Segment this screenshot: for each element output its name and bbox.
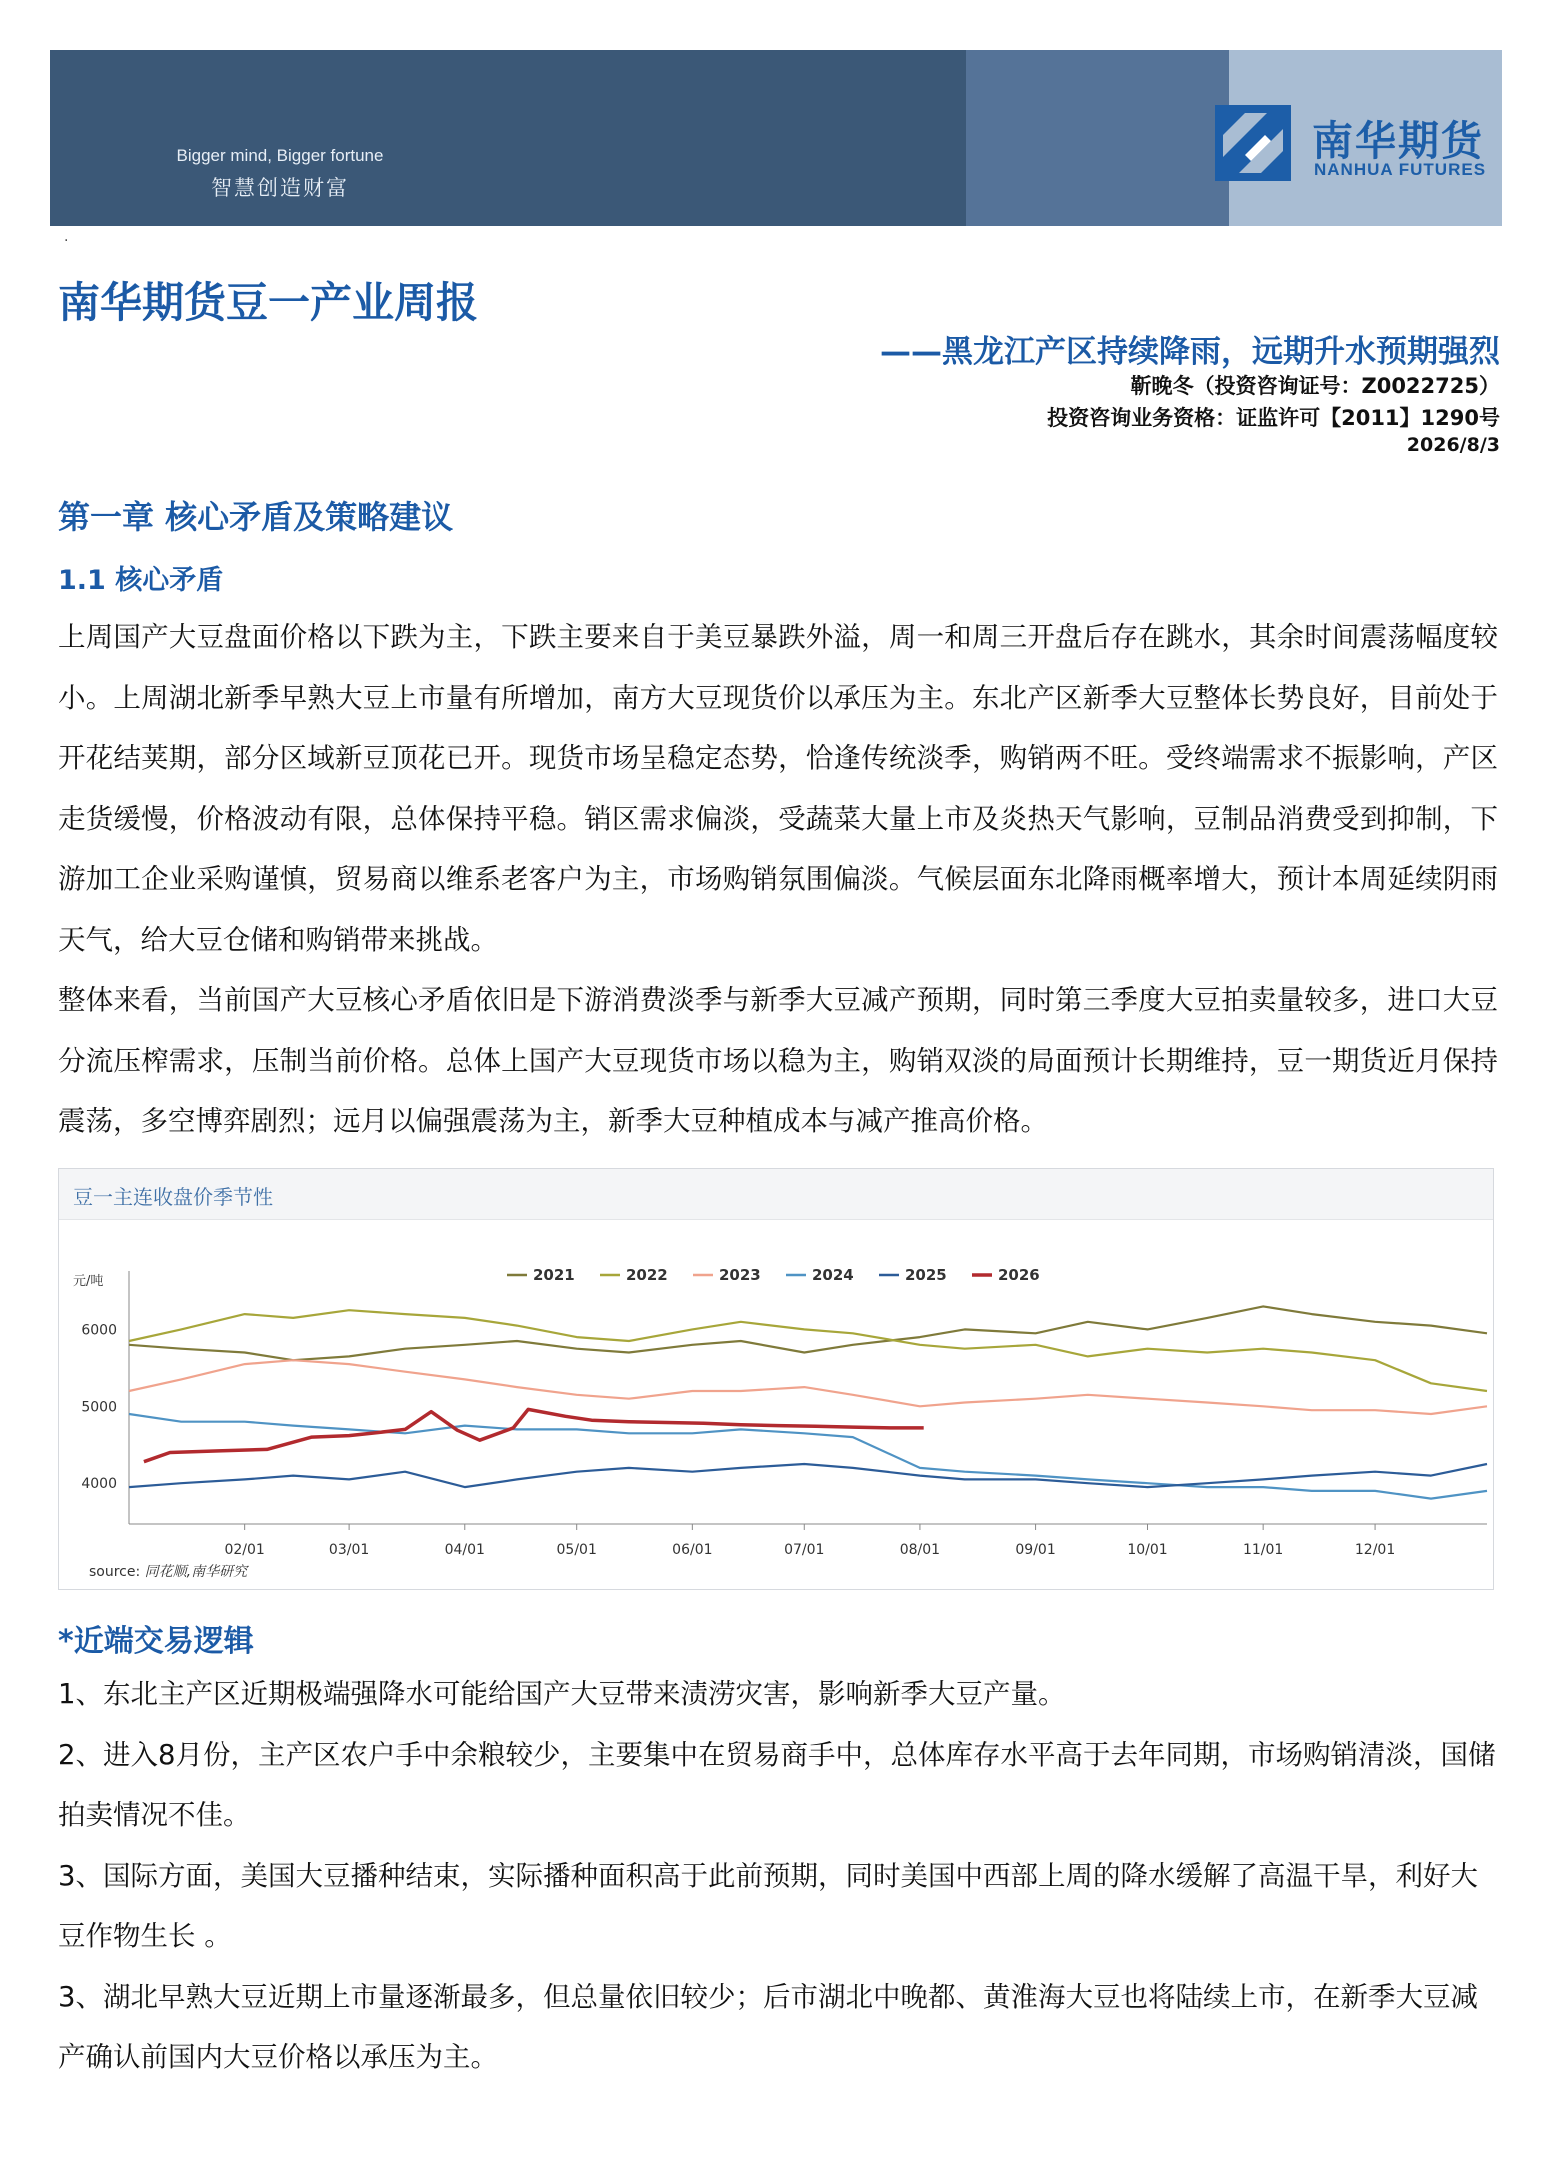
header-dot: .: [64, 229, 69, 245]
y-tick-label: 5000: [81, 1399, 117, 1416]
seasonality-chart: [58, 1168, 1494, 1590]
trade-item-3: 3、国际方面，美国大豆播种结束，实际播种面积高于此前预期，同时美国中西部上周的降水缓解了高温干旱，利好大豆作物生长 。: [58, 1859, 1478, 1952]
legend-label-2026: 2026: [998, 1266, 1040, 1284]
report-subtitle: ——黑龙江产区持续降雨，远期升水预期强烈: [880, 334, 1500, 370]
logo-text-en: NANHUA FUTURES: [1314, 160, 1487, 179]
legend-label-2024: 2024: [812, 1266, 854, 1284]
x-tick-label: 09/01: [1015, 1542, 1056, 1558]
report-title: 南华期货豆一产业周报: [58, 278, 479, 327]
x-tick-label: 12/01: [1354, 1542, 1396, 1558]
chart-plot: [59, 1169, 1495, 1591]
chart-title: 豆一主连收盘价季节性: [73, 1185, 273, 1209]
x-tick-label: 08/01: [899, 1542, 941, 1558]
chart-source-label: source:: [89, 1564, 141, 1580]
legend-label-2022: 2022: [626, 1266, 668, 1284]
y-axis-label: 元/吨: [73, 1274, 104, 1289]
x-tick-label: 05/01: [556, 1542, 597, 1558]
trade-item-2: 2、进入8月份，主产区农户手中余粮较少，主要集中在贸易商手中，总体库存水平高于去年同期，市场购销清淡，国储拍卖情况不佳。: [58, 1738, 1496, 1831]
x-tick-label: 10/01: [1127, 1542, 1168, 1558]
legend-label-2023: 2023: [719, 1266, 761, 1284]
x-tick-label: 07/01: [784, 1542, 825, 1558]
license-line: 投资咨询业务资格：证监许可【2011】1290号: [1047, 406, 1500, 430]
x-tick-label: 03/01: [328, 1542, 370, 1558]
x-tick-label: 11/01: [1242, 1542, 1284, 1558]
y-tick-label: 6000: [81, 1322, 117, 1339]
logo-text-cn: 南华期货: [1312, 117, 1484, 165]
chapter-heading: 第一章 核心矛盾及策略建议: [58, 498, 454, 536]
nanhua-logo-icon: [1215, 105, 1291, 181]
trade-item-4: 3、湖北早熟大豆近期上市量逐渐最多，但总量依旧较少；后市湖北中晚都、黄淮海大豆也将陆续上市，在新季大豆减产确认前国内大豆价格以承压为主。: [58, 1980, 1478, 2073]
slogan-chinese: 智慧创造财富: [211, 176, 349, 200]
report-date: 2026/8/3: [1406, 434, 1500, 456]
series-line-2026: [144, 1409, 924, 1461]
chart-source: [89, 1561, 247, 1581]
trade-item-1: 1、东北主产区近期极端强降水可能给国产大豆带来渍涝灾害，影响新季大豆产量。: [58, 1678, 1066, 1710]
x-tick-label: 06/01: [672, 1542, 713, 1558]
trade-logic-heading: *近端交易逻辑: [58, 1624, 254, 1659]
series-line-2022: [129, 1310, 1487, 1391]
chart-source-text: 同花顺,南华研究: [144, 1564, 248, 1580]
slogan-english: Bigger mind, Bigger fortune: [176, 146, 384, 165]
trade-logic-list: [58, 1664, 1498, 2088]
series-line-2023: [129, 1360, 1487, 1414]
series-line-2025: [129, 1464, 1487, 1487]
x-tick-label: 02/01: [224, 1542, 265, 1558]
section-heading: 1.1 核心矛盾: [58, 565, 224, 596]
legend-label-2025: 2025: [905, 1266, 947, 1284]
banner-panel-mid: [966, 50, 1229, 226]
header-banner: [50, 50, 1502, 226]
core-paragraph-1: 上周国产大豆盘面价格以下跌为主，下跌主要来自于美豆暴跌外溢，周一和周三开盘后存在跳水，其余时间震荡幅度较小。上周湖北新季早熟大豆上市量有所增加，南方大豆现货价以承压为主。东北产区新季大豆整体长势良好，目前处于开花结荚期，部分区域新豆顶花已开。现货市场呈稳定态势，恰逢传统淡季，购销两不旺。受终端需求不振影响，产区走货缓慢，价格波动有限，总体保持平稳。销区需求偏淡，受蔬菜大量上市及炎热天气影响，豆制品消费受到抑制，下游加工企业采购谨慎，贸易商以维系老客户为主，市场购销氛围偏淡。气候层面东北降雨概率增大，预计本周延续阴雨天气，给大豆仓储和购销带来挑战。: [58, 621, 1498, 956]
x-tick-label: 04/01: [444, 1542, 485, 1558]
series-line-2021: [129, 1306, 1487, 1360]
y-tick-label: 4000: [81, 1476, 117, 1493]
author-line: 靳晚冬（投资咨询证号：Z0022725）: [1130, 374, 1500, 398]
legend-label-2021: 2021: [533, 1266, 575, 1284]
core-paragraph-2: 整体来看，当前国产大豆核心矛盾依旧是下游消费淡季与新季大豆减产预期，同时第三季度大豆拍卖量较多，进口大豆分流压榨需求，压制当前价格。总体上国产大豆现货市场以稳为主，购销双淡的局面预计长期维持，豆一期货近月保持震荡，多空博弈剧烈；远月以偏强震荡为主，新季大豆种植成本与减产推高价格。: [58, 984, 1498, 1137]
